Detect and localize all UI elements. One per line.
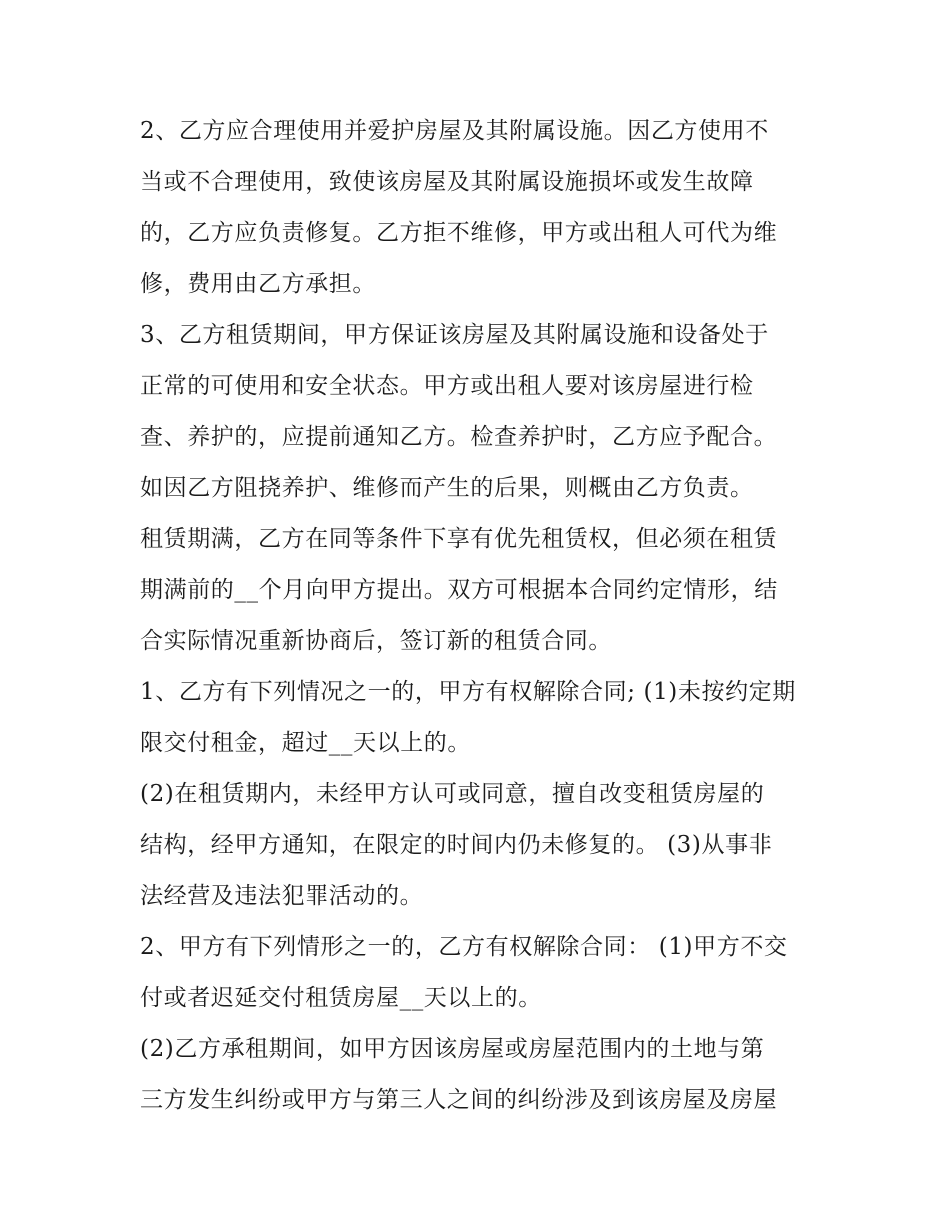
text-line: 法经营及违法犯罪活动的。 — [140, 883, 424, 909]
text-line: 三方发生纠纷或甲方与第三人之间的纠纷涉及到该房屋及房屋 — [140, 1087, 778, 1113]
text-line: 3、乙方租赁期间，甲方保证该房屋及其附属设施和设备处于 — [140, 322, 769, 348]
text-line: 1、乙方有下列情况之一的，甲方有权解除合同; (1)未按约定期 — [140, 679, 796, 705]
text-line: 正常的可使用和安全状态。甲方或出租人要对该房屋进行检 — [140, 373, 754, 399]
text-line: 期满前的__个月向甲方提出。双方可根据本合同约定情形，结 — [140, 577, 778, 603]
text-line: 修，费用由乙方承担。 — [140, 271, 376, 297]
text-line: 2、乙方应合理使用并爱护房屋及其附属设施。因乙方使用不 — [140, 118, 769, 144]
text-line: 结构，经甲方通知，在限定的时间内仍未修复的。 (3)从事非 — [140, 832, 773, 858]
text-line: 查、养护的，应提前通知乙方。检查养护时，乙方应予配合。 — [140, 424, 778, 450]
text-line: 当或不合理使用，致使该房屋及其附属设施损坏或发生故障 — [140, 169, 754, 195]
text-line: 合实际情况重新协商后，签订新的租赁合同。 — [140, 628, 612, 654]
text-line: 的，乙方应负责修复。乙方拒不维修，甲方或出租人可代为维 — [140, 220, 778, 246]
text-line: 如因乙方阻挠养护、维修而产生的后果，则概由乙方负责。 — [140, 475, 754, 501]
text-line: 限交付租金，超过__天以上的。 — [140, 730, 471, 756]
document-body — [140, 106, 830, 1126]
text-line: 付或者迟延交付租赁房屋__天以上的。 — [140, 985, 542, 1011]
text-line: (2)乙方承租期间，如甲方因该房屋或房屋范围内的土地与第 — [140, 1036, 765, 1062]
text-line: 2、甲方有下列情形之一的，乙方有权解除合同： (1)甲方不交 — [140, 934, 788, 960]
text-line: (2)在租赁期内，未经甲方认可或同意，擅自改变租赁房屋的 — [140, 781, 765, 807]
text-line: 租赁期满，乙方在同等条件下享有优先租赁权，但必须在租赁 — [140, 526, 778, 552]
